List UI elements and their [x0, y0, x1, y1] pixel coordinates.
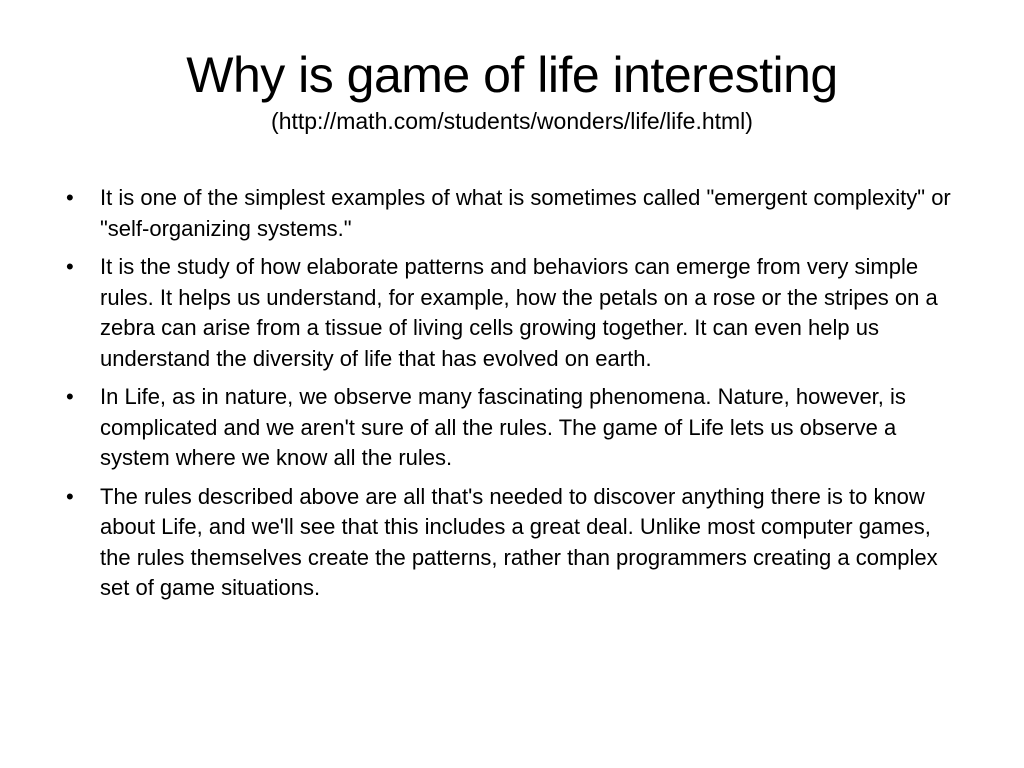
title-block	[60, 44, 964, 136]
bullet-icon: •	[66, 254, 74, 279]
bullet-item	[66, 183, 966, 244]
bullet-text: It is the study of how elaborate patterns and behaviors can emerge from very simple rules. It helps us understand, for example, how the petals on a rose or the stripes on a zebra can arise from a tissue of living cells growing together. It can even help us understand the diversity of life that has evolved on earth.	[100, 254, 938, 371]
bullet-item	[66, 252, 966, 374]
bullet-icon: •	[66, 483, 74, 509]
bullet-icon: •	[66, 185, 74, 210]
bullet-item	[66, 382, 966, 474]
bullet-text: The rules described above are all that's needed to discover anything there is to know about Life, and we'll see that this includes a great deal. Unlike most computer games, the rules themselves create the patterns, rather than programmers creating a complex set of game situations.	[100, 483, 938, 600]
bullet-icon: •	[66, 384, 74, 409]
bullet-text: It is one of the simplest examples of what is sometimes called "emergent complexity" or "self-organizing systems."	[100, 185, 951, 241]
bullet-item	[66, 482, 966, 604]
slide-title: Why is game of life interesting	[186, 47, 838, 103]
slide-subtitle-url: (http://math.com/students/wonders/life/life.html)	[271, 108, 753, 134]
bullet-text: In Life, as in nature, we observe many fascinating phenomena. Nature, however, is complicated and we aren't sure of all the rules. The game of Life lets us observe a system where we know all the rules.	[100, 384, 906, 470]
bullet-list	[66, 183, 966, 612]
